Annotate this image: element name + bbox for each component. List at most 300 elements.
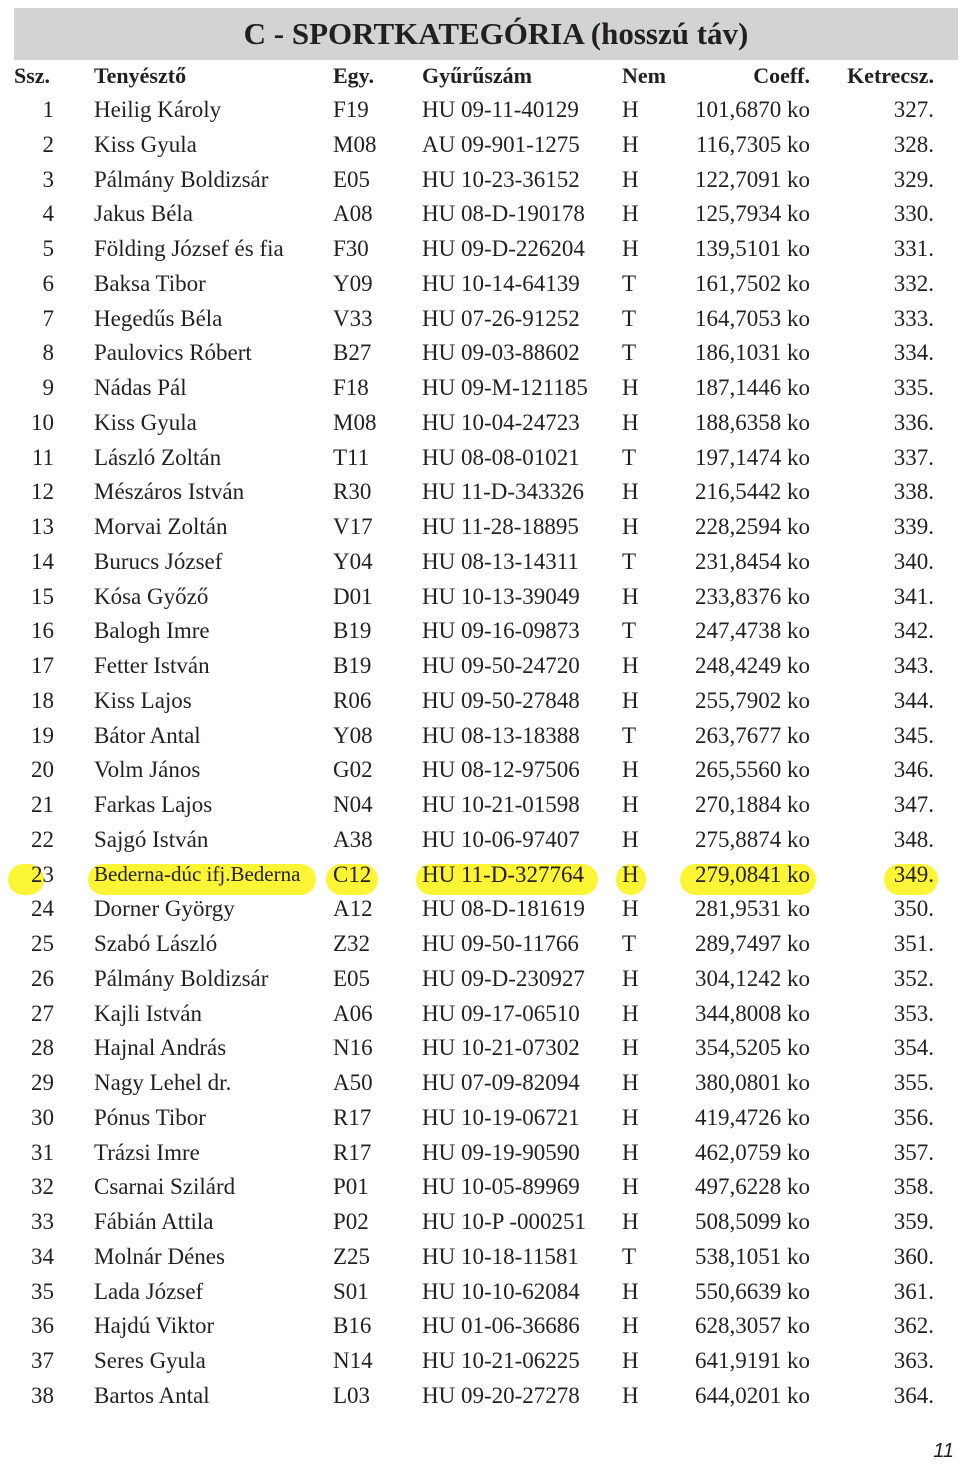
cell-ketrecszam: 360. — [893, 1243, 934, 1269]
table-row — [0, 479, 960, 514]
cell-tenyeszto: Földing József és fia — [94, 236, 284, 261]
cell-gyuruszam: HU 10-14-64139 — [422, 270, 580, 296]
cell-egy: A38 — [333, 826, 373, 852]
table-row — [0, 1035, 960, 1070]
cell-tenyeszto: Kósa Győző — [94, 583, 209, 609]
cell-coeff: 279,0841 ko — [695, 861, 810, 887]
table-row — [0, 1070, 960, 1105]
cell-gyuruszam: HU 08-D-181619 — [422, 896, 585, 922]
cell-ketrecszam: 339. — [893, 514, 934, 539]
cell-coeff: 186,1031 ko — [695, 340, 810, 366]
cell-gyuruszam: HU 08-D-190178 — [422, 201, 585, 227]
cell-nem: H — [622, 757, 639, 783]
cell-ketrecszam: 359. — [893, 1209, 934, 1234]
table-row — [0, 97, 960, 132]
table-row — [0, 1313, 960, 1348]
cell-ssz: 37 — [31, 1348, 54, 1373]
cell-coeff: 304,1242 ko — [695, 965, 810, 991]
cell-ketrecszam: 355. — [893, 1070, 934, 1095]
cell-ssz: 38 — [31, 1382, 54, 1408]
cell-gyuruszam: HU 09-16-09873 — [422, 618, 580, 644]
cell-coeff: 628,3057 ko — [695, 1313, 810, 1339]
table-row — [0, 375, 960, 410]
cell-ketrecszam: 329. — [893, 166, 934, 192]
cell-nem: H — [622, 479, 639, 505]
header-gyuruszam: Gyűrűszám — [422, 63, 532, 88]
table-row — [0, 549, 960, 584]
cell-ketrecszam: 352. — [893, 965, 934, 991]
cell-coeff: 139,5101 ko — [695, 236, 810, 261]
table-row — [0, 1140, 960, 1175]
cell-ketrecszam: 356. — [893, 1104, 934, 1130]
cell-tenyeszto: Baksa Tibor — [94, 270, 206, 296]
cell-gyuruszam: HU 10-19-06721 — [422, 1104, 580, 1130]
title-bar — [14, 8, 958, 60]
cell-tenyeszto: Farkas Lajos — [94, 792, 213, 817]
cell-gyuruszam: HU 09-50-27848 — [422, 687, 580, 713]
cell-ketrecszam: 351. — [893, 931, 934, 956]
cell-ketrecszam: 362. — [893, 1313, 934, 1339]
cell-tenyeszto: Mészáros István — [94, 479, 245, 505]
cell-nem: H — [622, 1174, 639, 1200]
table-row-highlighted — [0, 862, 960, 897]
cell-coeff: 497,6228 ko — [695, 1174, 810, 1200]
cell-ssz: 26 — [31, 965, 54, 991]
cell-gyuruszam: HU 10-10-62084 — [422, 1278, 580, 1304]
cell-tenyeszto: Balogh Imre — [94, 618, 210, 644]
cell-coeff: 187,1446 ko — [695, 375, 810, 400]
table-row — [0, 1383, 960, 1418]
cell-ssz: 30 — [31, 1104, 54, 1130]
cell-nem: H — [622, 409, 639, 435]
header-tenyeszto: Tenyésztő — [94, 63, 187, 88]
cell-tenyeszto: Kiss Lajos — [94, 687, 192, 713]
cell-ketrecszam: 364. — [893, 1382, 934, 1408]
cell-gyuruszam: HU 11-D-343326 — [422, 479, 585, 505]
cell-ssz: 22 — [31, 826, 54, 852]
cell-coeff: 101,6870 ko — [695, 97, 810, 122]
cell-nem: H — [622, 896, 639, 922]
cell-nem: H — [622, 1139, 639, 1165]
cell-gyuruszam: HU 09-03-88602 — [422, 340, 580, 366]
cell-ketrecszam: 327. — [893, 97, 934, 122]
table-row — [0, 792, 960, 827]
cell-nem: H — [622, 687, 639, 713]
cell-ssz: 34 — [31, 1243, 54, 1269]
cell-egy: L03 — [333, 1382, 371, 1408]
cell-tenyeszto: Lada József — [94, 1278, 204, 1304]
cell-ketrecszam: 337. — [893, 444, 934, 470]
cell-coeff: 550,6639 ko — [695, 1278, 810, 1304]
cell-tenyeszto: Hajdú Viktor — [94, 1313, 215, 1339]
cell-nem: T — [622, 931, 637, 956]
cell-coeff: 228,2594 ko — [695, 514, 810, 539]
header-nem: Nem — [622, 63, 666, 88]
cell-nem: H — [622, 1382, 639, 1408]
cell-nem: T — [622, 340, 637, 366]
cell-gyuruszam: HU 10-23-36152 — [422, 166, 580, 192]
cell-nem: H — [622, 826, 639, 852]
cell-tenyeszto: Pálmány Boldizsár — [94, 965, 269, 991]
cell-ketrecszam: 330. — [893, 201, 934, 227]
cell-nem: H — [622, 201, 639, 227]
cell-ketrecszam: 328. — [893, 131, 934, 157]
table-row — [0, 167, 960, 202]
cell-tenyeszto: Kiss Gyula — [94, 409, 197, 435]
cell-nem: T — [622, 270, 637, 296]
cell-coeff: 247,4738 ko — [695, 618, 810, 644]
cell-ssz: 1 — [42, 97, 54, 122]
table-row — [0, 827, 960, 862]
cell-ssz: 32 — [31, 1174, 54, 1200]
cell-coeff: 231,8454 ko — [695, 548, 810, 574]
cell-egy: N16 — [333, 1035, 373, 1061]
cell-coeff: 538,1051 ko — [695, 1243, 810, 1269]
table-row — [0, 653, 960, 688]
cell-egy: B16 — [333, 1313, 372, 1339]
cell-ssz: 2 — [42, 131, 54, 157]
cell-tenyeszto: Morvai Zoltán — [94, 514, 228, 539]
cell-egy: Y04 — [333, 548, 373, 574]
cell-nem: H — [622, 1070, 639, 1095]
table-row — [0, 1244, 960, 1279]
cell-egy: G02 — [333, 757, 373, 783]
cell-tenyeszto: Kajli István — [94, 1000, 202, 1026]
cell-coeff: 289,7497 ko — [695, 931, 810, 956]
table-row — [0, 1279, 960, 1314]
cell-egy: B19 — [333, 653, 372, 678]
cell-gyuruszam: HU 11-28-18895 — [422, 514, 579, 539]
cell-coeff: 419,4726 ko — [695, 1104, 810, 1130]
cell-gyuruszam: HU 09-17-06510 — [422, 1000, 580, 1026]
cell-coeff: 275,8874 ko — [695, 826, 810, 852]
cell-egy: N14 — [333, 1348, 373, 1373]
cell-ketrecszam: 346. — [893, 757, 934, 783]
cell-ketrecszam: 342. — [893, 618, 934, 644]
cell-ssz: 18 — [31, 687, 54, 713]
cell-coeff: 644,0201 ko — [695, 1382, 810, 1408]
table-row — [0, 1348, 960, 1383]
header-coeff: Coeff. — [753, 63, 810, 88]
cell-ssz: 11 — [31, 444, 54, 470]
cell-ssz: 12 — [31, 479, 54, 505]
header-ssz: Ssz. — [14, 63, 51, 88]
table-row — [0, 688, 960, 723]
cell-nem: H — [622, 514, 639, 539]
cell-gyuruszam: HU 10-18-11581 — [422, 1243, 579, 1269]
cell-nem: T — [622, 444, 637, 470]
cell-gyuruszam: HU 10-21-07302 — [422, 1035, 580, 1061]
cell-ssz: 4 — [42, 201, 54, 227]
table-row — [0, 584, 960, 619]
cell-tenyeszto: Nádas Pál — [94, 375, 187, 400]
cell-egy: E05 — [333, 166, 371, 192]
cell-egy: R17 — [333, 1139, 372, 1165]
cell-egy: R17 — [333, 1104, 372, 1130]
cell-ssz: 35 — [31, 1278, 54, 1304]
cell-tenyeszto: Sajgó István — [94, 826, 209, 852]
table-row — [0, 1001, 960, 1036]
cell-tenyeszto: Molnár Dénes — [94, 1243, 225, 1269]
cell-coeff: 216,5442 ko — [695, 479, 810, 505]
cell-ssz: 16 — [31, 618, 54, 644]
cell-egy: N04 — [333, 792, 373, 817]
cell-egy: Z32 — [333, 931, 371, 956]
table-header — [0, 63, 960, 98]
cell-coeff: 641,9191 ko — [695, 1348, 810, 1373]
cell-gyuruszam: HU 10-06-97407 — [422, 826, 580, 852]
cell-coeff: 255,7902 ko — [695, 687, 810, 713]
cell-ketrecszam: 350. — [893, 896, 934, 922]
cell-tenyeszto: Trázsi Imre — [94, 1139, 200, 1165]
cell-gyuruszam: HU 10-13-39049 — [422, 583, 580, 609]
table-row — [0, 201, 960, 236]
cell-coeff: 248,4249 ko — [695, 653, 810, 678]
cell-tenyeszto: Pónus Tibor — [94, 1104, 206, 1130]
cell-egy: S01 — [333, 1278, 369, 1304]
table-row — [0, 236, 960, 271]
cell-nem: H — [622, 1278, 639, 1304]
cell-ketrecszam: 332. — [893, 270, 934, 296]
cell-gyuruszam: HU 10-05-89969 — [422, 1174, 580, 1200]
cell-tenyeszto: Bátor Antal — [94, 722, 201, 748]
cell-ssz: 17 — [31, 653, 54, 678]
header-egy: Egy. — [333, 63, 374, 88]
cell-gyuruszam: HU 09-50-24720 — [422, 653, 580, 678]
cell-nem: H — [622, 236, 639, 261]
cell-ketrecszam: 349. — [893, 861, 934, 887]
cell-egy: D01 — [333, 583, 373, 609]
table-row — [0, 966, 960, 1001]
cell-egy: T11 — [333, 444, 370, 470]
cell-nem: H — [622, 166, 639, 192]
table-row — [0, 410, 960, 445]
table-row — [0, 306, 960, 341]
cell-tenyeszto: Seres Gyula — [94, 1348, 206, 1373]
cell-coeff: 462,0759 ko — [695, 1139, 810, 1165]
cell-nem: H — [622, 131, 639, 157]
cell-coeff: 380,0801 ko — [695, 1070, 810, 1095]
cell-gyuruszam: HU 08-13-18388 — [422, 722, 580, 748]
table-row — [0, 1209, 960, 1244]
cell-ssz: 36 — [31, 1313, 54, 1339]
cell-ssz: 20 — [31, 757, 54, 783]
cell-gyuruszam: HU 09-19-90590 — [422, 1139, 580, 1165]
cell-ketrecszam: 331. — [893, 236, 934, 261]
cell-egy: M08 — [333, 409, 377, 435]
cell-coeff: 344,8008 ko — [695, 1000, 810, 1026]
cell-ssz: 31 — [31, 1139, 54, 1165]
cell-gyuruszam: HU 11-D-327764 — [422, 861, 585, 887]
cell-tenyeszto: Szabó László — [94, 931, 218, 956]
cell-tenyeszto: Csarnai Szilárd — [94, 1174, 236, 1200]
cell-ssz: 33 — [31, 1209, 54, 1234]
cell-nem: H — [622, 653, 639, 678]
table-row — [0, 931, 960, 966]
cell-tenyeszto: Pálmány Boldizsár — [94, 166, 269, 192]
cell-ssz: 6 — [42, 270, 54, 296]
cell-tenyeszto: Fetter István — [94, 653, 210, 678]
cell-coeff: 188,6358 ko — [695, 409, 810, 435]
cell-gyuruszam: HU 09-M-121185 — [422, 375, 588, 400]
cell-gyuruszam: HU 07-26-91252 — [422, 305, 580, 331]
cell-ssz: 23 — [31, 861, 54, 887]
cell-ketrecszam: 336. — [893, 409, 934, 435]
cell-coeff: 233,8376 ko — [695, 583, 810, 609]
cell-ketrecszam: 340. — [893, 548, 934, 574]
cell-coeff: 263,7677 ko — [695, 722, 810, 748]
cell-tenyeszto: Nagy Lehel dr. — [94, 1070, 232, 1095]
cell-egy: F30 — [333, 236, 369, 261]
cell-tenyeszto: Paulovics Róbert — [94, 340, 252, 366]
cell-egy: P02 — [333, 1209, 369, 1234]
table-row — [0, 340, 960, 375]
cell-ssz: 25 — [31, 931, 54, 956]
cell-tenyeszto: Bederna-dúc ifj.Bederna — [94, 861, 301, 886]
cell-ssz: 19 — [31, 722, 54, 748]
cell-ssz: 8 — [42, 340, 54, 366]
cell-ssz: 24 — [31, 896, 54, 922]
cell-ssz: 14 — [31, 548, 54, 574]
cell-coeff: 270,1884 ko — [695, 792, 810, 817]
table-row — [0, 723, 960, 758]
table-row — [0, 618, 960, 653]
table-row — [0, 445, 960, 480]
cell-nem: T — [622, 722, 637, 748]
cell-egy: M08 — [333, 131, 377, 157]
cell-coeff: 508,5099 ko — [695, 1209, 810, 1234]
cell-egy: A50 — [333, 1070, 373, 1095]
cell-nem: T — [622, 548, 637, 574]
cell-nem: T — [622, 618, 637, 644]
cell-egy: Z25 — [333, 1243, 371, 1269]
cell-nem: H — [622, 792, 639, 817]
cell-egy: F19 — [333, 97, 369, 122]
cell-ketrecszam: 353. — [893, 1000, 934, 1026]
cell-nem: H — [622, 97, 639, 122]
cell-coeff: 354,5205 ko — [695, 1035, 810, 1061]
cell-egy: A06 — [333, 1000, 373, 1026]
cell-nem: T — [622, 305, 637, 331]
cell-tenyeszto: Heilig Károly — [94, 97, 222, 122]
cell-egy: F18 — [333, 375, 369, 400]
cell-egy: C12 — [333, 861, 372, 887]
cell-gyuruszam: HU 08-08-01021 — [422, 444, 580, 470]
cell-ketrecszam: 358. — [893, 1174, 934, 1200]
cell-ketrecszam: 338. — [893, 479, 934, 505]
cell-nem: H — [622, 1348, 639, 1373]
table-row — [0, 132, 960, 167]
cell-ssz: 3 — [42, 166, 54, 192]
cell-gyuruszam: HU 10-21-01598 — [422, 792, 580, 817]
table-row — [0, 271, 960, 306]
cell-nem: H — [622, 1104, 639, 1130]
cell-egy: E05 — [333, 965, 371, 991]
cell-coeff: 265,5560 ko — [695, 757, 810, 783]
cell-ketrecszam: 354. — [893, 1035, 934, 1061]
cell-ketrecszam: 333. — [893, 305, 934, 331]
cell-coeff: 116,7305 ko — [695, 131, 810, 157]
cell-ssz: 5 — [42, 236, 54, 261]
cell-coeff: 122,7091 ko — [695, 166, 810, 192]
cell-tenyeszto: Hajnal András — [94, 1035, 227, 1061]
table-row — [0, 896, 960, 931]
cell-ketrecszam: 344. — [893, 687, 934, 713]
cell-tenyeszto: Bartos Antal — [94, 1382, 210, 1408]
cell-ketrecszam: 348. — [893, 826, 934, 852]
cell-egy: Y08 — [333, 722, 373, 748]
cell-gyuruszam: HU 01-06-36686 — [422, 1313, 580, 1339]
cell-tenyeszto: Fábián Attila — [94, 1209, 214, 1234]
cell-egy: B19 — [333, 618, 372, 644]
table-row — [0, 1105, 960, 1140]
cell-egy: R30 — [333, 479, 372, 505]
cell-gyuruszam: HU 09-20-27278 — [422, 1382, 580, 1408]
page-title: C - SPORTKATEGÓRIA (hosszú táv) — [243, 16, 749, 51]
cell-egy: P01 — [333, 1174, 369, 1200]
cell-ketrecszam: 345. — [893, 722, 934, 748]
cell-coeff: 197,1474 ko — [695, 444, 810, 470]
cell-ketrecszam: 347. — [893, 792, 934, 817]
cell-ketrecszam: 343. — [893, 653, 934, 678]
cell-coeff: 281,9531 ko — [695, 896, 810, 922]
cell-gyuruszam: AU 09-901-1275 — [422, 131, 580, 157]
header-ketrecszam: Ketrecsz. — [847, 63, 934, 88]
cell-coeff: 161,7502 ko — [695, 270, 810, 296]
cell-nem: H — [622, 375, 639, 400]
cell-egy: V33 — [333, 305, 373, 331]
cell-ketrecszam: 341. — [893, 583, 934, 609]
cell-egy: Y09 — [333, 270, 373, 296]
cell-egy: A12 — [333, 896, 373, 922]
cell-tenyeszto: Dorner György — [94, 896, 235, 922]
cell-ssz: 28 — [31, 1035, 54, 1061]
cell-nem: H — [622, 1000, 639, 1026]
cell-ketrecszam: 334. — [893, 340, 934, 366]
cell-ssz: 9 — [42, 375, 54, 400]
cell-ssz: 13 — [31, 514, 54, 539]
cell-egy: R06 — [333, 687, 372, 713]
cell-egy: A08 — [333, 201, 373, 227]
cell-nem: H — [622, 1035, 639, 1061]
cell-tenyeszto: Jakus Béla — [94, 201, 194, 227]
cell-gyuruszam: HU 10-P -000251 — [422, 1209, 586, 1234]
cell-ketrecszam: 363. — [893, 1348, 934, 1373]
cell-ketrecszam: 357. — [893, 1139, 934, 1165]
cell-nem: H — [622, 861, 639, 887]
cell-tenyeszto: Volm János — [94, 757, 201, 783]
cell-tenyeszto: László Zoltán — [94, 444, 222, 470]
cell-ketrecszam: 361. — [893, 1278, 934, 1304]
cell-coeff: 164,7053 ko — [695, 305, 810, 331]
cell-tenyeszto: Hegedűs Béla — [94, 305, 223, 331]
cell-ssz: 21 — [31, 792, 54, 817]
cell-nem: T — [622, 1243, 637, 1269]
cell-gyuruszam: HU 10-21-06225 — [422, 1348, 580, 1373]
cell-ssz: 10 — [31, 409, 54, 435]
cell-nem: H — [622, 583, 639, 609]
cell-ssz: 27 — [31, 1000, 54, 1026]
table-row — [0, 757, 960, 792]
cell-egy: V17 — [333, 514, 373, 539]
cell-gyuruszam: HU 10-04-24723 — [422, 409, 580, 435]
cell-ssz: 29 — [31, 1070, 54, 1095]
cell-egy: B27 — [333, 340, 372, 366]
cell-gyuruszam: HU 09-11-40129 — [422, 97, 579, 122]
cell-tenyeszto: Kiss Gyula — [94, 131, 197, 157]
cell-gyuruszam: HU 07-09-82094 — [422, 1070, 580, 1095]
cell-gyuruszam: HU 09-50-11766 — [422, 931, 579, 956]
